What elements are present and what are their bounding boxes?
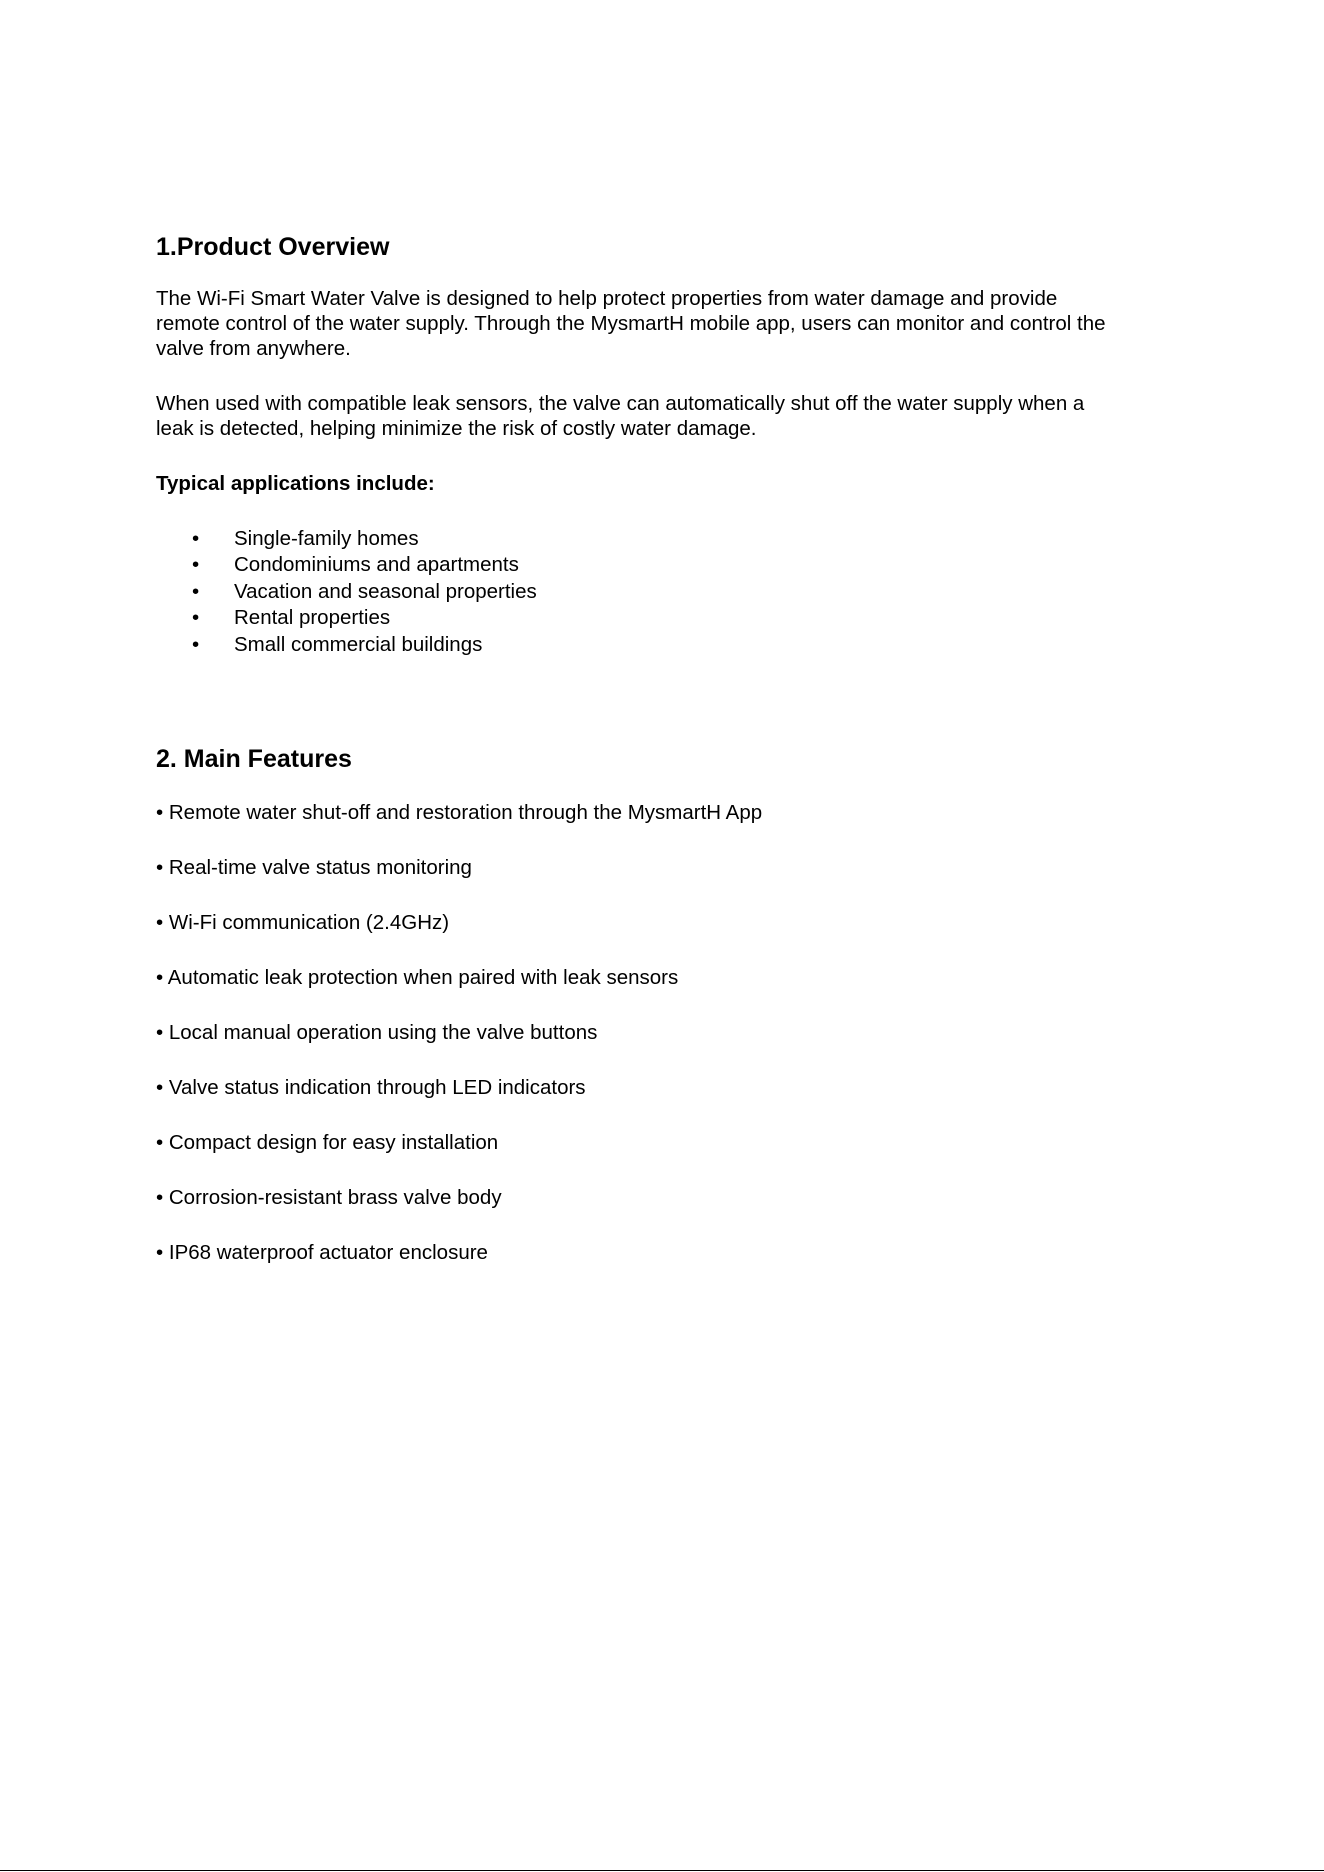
list-item xyxy=(156,552,1186,578)
feature-item: • Real-time valve status monitoring xyxy=(156,855,472,879)
page-bottom-divider xyxy=(0,1870,1324,1871)
paragraph-line: valve from anywhere. xyxy=(156,337,351,360)
list-item-label: Condominiums and apartments xyxy=(234,553,519,577)
paragraph-line: When used with compatible leak sensors, the valve can automatically shut off the water supply when a xyxy=(156,392,1085,415)
list-item xyxy=(156,579,1186,605)
paragraph-line: remote control of the water supply. Through the MysmartH mobile app, users can monitor and control the xyxy=(156,312,1106,335)
overview-paragraph-1 xyxy=(156,286,1186,361)
paragraph-line: The Wi-Fi Smart Water Valve is designed to help protect properties from water damage and provide xyxy=(156,287,1058,310)
bullet-icon: • xyxy=(192,527,200,550)
section-title-product-overview: 1.Product Overview xyxy=(156,233,390,261)
bullet-icon: • xyxy=(192,553,200,577)
section-title-main-features: 2. Main Features xyxy=(156,744,352,773)
feature-item: • Remote water shut-off and restoration through the MysmartH App xyxy=(156,800,763,824)
feature-item: • Corrosion-resistant brass valve body xyxy=(156,1185,502,1209)
feature-item: • Compact design for easy installation xyxy=(156,1130,499,1154)
list-item-label: Vacation and seasonal properties xyxy=(234,579,537,603)
applications-heading: Typical applications include: xyxy=(156,472,435,495)
list-item-label: Single-family homes xyxy=(234,527,419,550)
feature-item: • Wi-Fi communication (2.4GHz) xyxy=(156,910,450,934)
features-list xyxy=(156,800,1186,1265)
overview-paragraph-2 xyxy=(156,391,1186,441)
document-content xyxy=(156,232,1186,1265)
paragraph-line: leak is detected, helping minimize the risk of costly water damage. xyxy=(156,417,757,440)
list-item-label: Small commercial buildings xyxy=(234,632,483,656)
list-item xyxy=(156,605,1186,631)
bullet-icon: • xyxy=(192,606,200,630)
feature-item: • Valve status indication through LED indicators xyxy=(156,1075,586,1099)
feature-item: • Local manual operation using the valve buttons xyxy=(156,1020,598,1044)
bullet-icon: • xyxy=(192,632,200,656)
list-item-label: Rental properties xyxy=(234,606,391,630)
applications-list xyxy=(156,526,1186,658)
feature-item: • IP68 waterproof actuator enclosure xyxy=(156,1240,488,1264)
bullet-icon: • xyxy=(192,579,200,603)
list-item xyxy=(156,526,1186,552)
feature-item: • Automatic leak protection when paired with leak sensors xyxy=(156,965,679,989)
list-item xyxy=(156,632,1186,658)
